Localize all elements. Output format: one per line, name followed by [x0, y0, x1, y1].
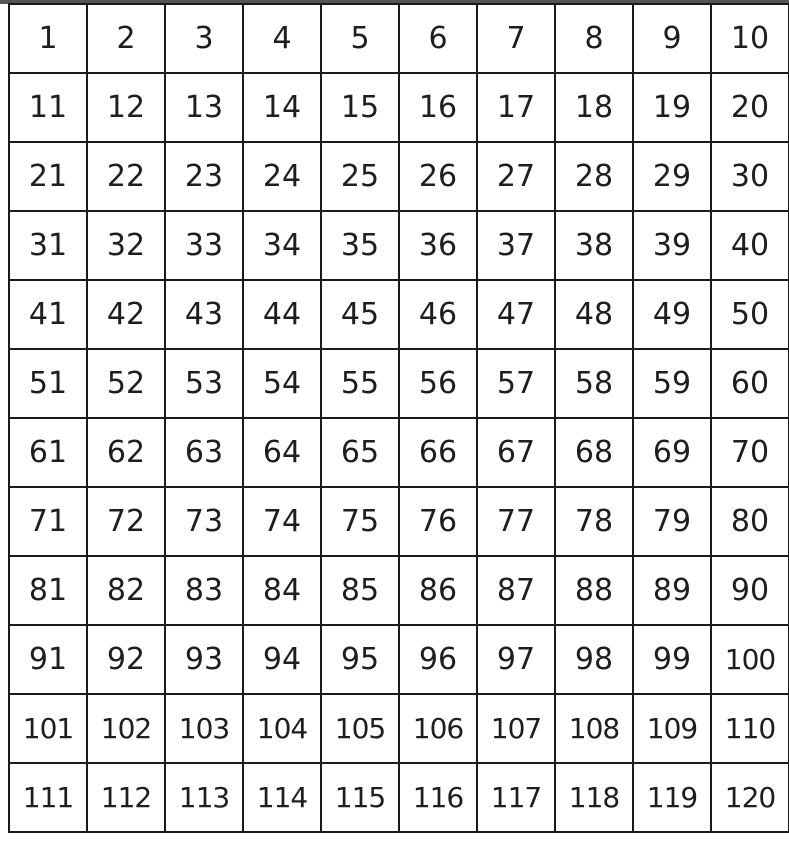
number-cell: 120	[711, 763, 789, 832]
number-cell: 80	[711, 487, 789, 556]
number-cell: 89	[633, 556, 711, 625]
number-cell: 51	[9, 349, 87, 418]
chart-row	[9, 694, 789, 763]
number-cell: 20	[711, 73, 789, 142]
number-cell: 15	[321, 73, 399, 142]
number-cell: 1	[9, 4, 87, 73]
number-chart-body	[9, 4, 789, 832]
number-cell: 85	[321, 556, 399, 625]
number-cell: 100	[711, 625, 789, 694]
chart-row	[9, 556, 789, 625]
number-cell: 42	[87, 280, 165, 349]
number-cell: 37	[477, 211, 555, 280]
number-cell: 12	[87, 73, 165, 142]
number-cell: 22	[87, 142, 165, 211]
number-cell: 33	[165, 211, 243, 280]
number-cell: 57	[477, 349, 555, 418]
number-cell: 101	[9, 694, 87, 763]
number-cell: 67	[477, 418, 555, 487]
number-cell: 32	[87, 211, 165, 280]
number-cell: 14	[243, 73, 321, 142]
chart-row	[9, 763, 789, 832]
number-cell: 68	[555, 418, 633, 487]
number-cell: 53	[165, 349, 243, 418]
number-cell: 66	[399, 418, 477, 487]
number-cell: 87	[477, 556, 555, 625]
number-cell: 61	[9, 418, 87, 487]
number-cell: 94	[243, 625, 321, 694]
number-cell: 74	[243, 487, 321, 556]
number-cell: 59	[633, 349, 711, 418]
number-cell: 63	[165, 418, 243, 487]
chart-row	[9, 73, 789, 142]
number-cell: 72	[87, 487, 165, 556]
number-cell: 8	[555, 4, 633, 73]
number-cell: 103	[165, 694, 243, 763]
number-cell: 43	[165, 280, 243, 349]
number-cell: 73	[165, 487, 243, 556]
number-cell: 69	[633, 418, 711, 487]
number-cell: 38	[555, 211, 633, 280]
number-cell: 110	[711, 694, 789, 763]
number-cell: 30	[711, 142, 789, 211]
number-cell: 115	[321, 763, 399, 832]
number-cell: 55	[321, 349, 399, 418]
number-cell: 118	[555, 763, 633, 832]
number-cell: 56	[399, 349, 477, 418]
number-cell: 109	[633, 694, 711, 763]
number-cell: 45	[321, 280, 399, 349]
number-cell: 26	[399, 142, 477, 211]
number-cell: 50	[711, 280, 789, 349]
number-cell: 44	[243, 280, 321, 349]
number-cell: 29	[633, 142, 711, 211]
number-cell: 76	[399, 487, 477, 556]
number-cell: 77	[477, 487, 555, 556]
number-cell: 18	[555, 73, 633, 142]
number-cell: 9	[633, 4, 711, 73]
number-cell: 111	[9, 763, 87, 832]
number-cell: 24	[243, 142, 321, 211]
number-cell: 35	[321, 211, 399, 280]
number-chart-grid	[8, 3, 789, 833]
number-cell: 117	[477, 763, 555, 832]
number-cell: 62	[87, 418, 165, 487]
number-cell: 5	[321, 4, 399, 73]
number-cell: 54	[243, 349, 321, 418]
number-cell: 95	[321, 625, 399, 694]
number-cell: 102	[87, 694, 165, 763]
number-cell: 105	[321, 694, 399, 763]
number-cell: 90	[711, 556, 789, 625]
number-cell: 11	[9, 73, 87, 142]
number-cell: 49	[633, 280, 711, 349]
number-cell: 65	[321, 418, 399, 487]
number-cell: 91	[9, 625, 87, 694]
number-cell: 7	[477, 4, 555, 73]
number-cell: 19	[633, 73, 711, 142]
number-cell: 107	[477, 694, 555, 763]
number-cell: 39	[633, 211, 711, 280]
number-cell: 21	[9, 142, 87, 211]
number-cell: 52	[87, 349, 165, 418]
number-cell: 3	[165, 4, 243, 73]
number-cell: 71	[9, 487, 87, 556]
number-cell: 13	[165, 73, 243, 142]
number-cell: 36	[399, 211, 477, 280]
number-cell: 112	[87, 763, 165, 832]
chart-row	[9, 625, 789, 694]
number-cell: 70	[711, 418, 789, 487]
chart-row	[9, 142, 789, 211]
number-cell: 104	[243, 694, 321, 763]
number-cell: 64	[243, 418, 321, 487]
number-cell: 4	[243, 4, 321, 73]
number-cell: 23	[165, 142, 243, 211]
number-cell: 16	[399, 73, 477, 142]
number-cell: 93	[165, 625, 243, 694]
number-cell: 92	[87, 625, 165, 694]
number-cell: 86	[399, 556, 477, 625]
number-cell: 99	[633, 625, 711, 694]
number-cell: 58	[555, 349, 633, 418]
number-cell: 114	[243, 763, 321, 832]
number-cell: 41	[9, 280, 87, 349]
number-cell: 78	[555, 487, 633, 556]
number-cell: 116	[399, 763, 477, 832]
number-cell: 28	[555, 142, 633, 211]
number-cell: 34	[243, 211, 321, 280]
number-cell: 97	[477, 625, 555, 694]
number-cell: 98	[555, 625, 633, 694]
number-cell: 40	[711, 211, 789, 280]
number-cell: 106	[399, 694, 477, 763]
chart-row	[9, 487, 789, 556]
number-cell: 119	[633, 763, 711, 832]
number-cell: 79	[633, 487, 711, 556]
number-cell: 88	[555, 556, 633, 625]
number-cell: 10	[711, 4, 789, 73]
number-cell: 48	[555, 280, 633, 349]
number-cell: 2	[87, 4, 165, 73]
number-cell: 60	[711, 349, 789, 418]
number-cell: 6	[399, 4, 477, 73]
number-cell: 83	[165, 556, 243, 625]
number-cell: 81	[9, 556, 87, 625]
number-cell: 27	[477, 142, 555, 211]
chart-row	[9, 4, 789, 73]
chart-row	[9, 211, 789, 280]
number-cell: 46	[399, 280, 477, 349]
number-cell: 82	[87, 556, 165, 625]
chart-row	[9, 349, 789, 418]
number-cell: 31	[9, 211, 87, 280]
number-cell: 108	[555, 694, 633, 763]
chart-row	[9, 418, 789, 487]
number-cell: 25	[321, 142, 399, 211]
number-cell: 17	[477, 73, 555, 142]
chart-row	[9, 280, 789, 349]
number-cell: 84	[243, 556, 321, 625]
number-cell: 47	[477, 280, 555, 349]
number-cell: 113	[165, 763, 243, 832]
number-cell: 75	[321, 487, 399, 556]
number-cell: 96	[399, 625, 477, 694]
